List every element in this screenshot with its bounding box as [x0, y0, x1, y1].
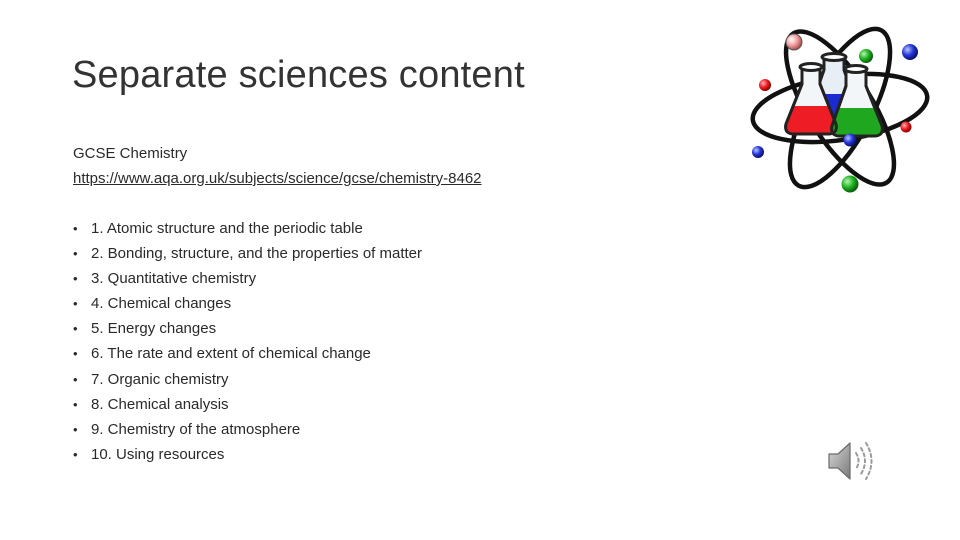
bullet-icon: •	[73, 446, 78, 462]
list-item	[73, 421, 422, 446]
bullet-icon: •	[73, 296, 78, 312]
slide-title: Separate sciences content	[72, 54, 525, 96]
topic-label: 7. Organic chemistry	[91, 370, 229, 388]
bullet-icon: •	[73, 246, 78, 262]
topic-label: 3. Quantitative chemistry	[91, 270, 257, 288]
bullet-icon: •	[73, 321, 78, 337]
course-name: GCSE Chemistry	[73, 145, 188, 162]
topic-label: 6. The rate and extent of chemical change	[91, 345, 371, 363]
list-item	[73, 396, 422, 421]
list-item	[73, 320, 422, 345]
specification-link[interactable]: https://www.aqa.org.uk/subjects/science/gcse/chemistry-8462	[73, 170, 482, 187]
bullet-icon: •	[73, 271, 78, 287]
list-item	[73, 220, 422, 245]
bullet-icon: •	[73, 371, 78, 387]
topic-label: 10. Using resources	[91, 445, 225, 463]
topic-label: 4. Chemical changes	[91, 295, 232, 313]
bullet-icon: •	[73, 346, 78, 362]
list-item	[73, 245, 422, 270]
topic-label: 2. Bonding, structure, and the properties of matter	[91, 245, 423, 263]
list-item	[73, 345, 422, 370]
bullet-icon: •	[73, 421, 78, 437]
list-item	[73, 295, 422, 320]
chemistry-atom-flasks-icon	[748, 8, 930, 200]
topic-list	[73, 220, 422, 471]
topic-label: 1. Atomic structure and the periodic table	[91, 220, 363, 237]
list-item	[73, 270, 422, 295]
list-item	[73, 371, 422, 396]
bullet-icon: •	[73, 221, 78, 236]
list-item	[73, 446, 422, 471]
topic-label: 9. Chemistry of the atmosphere	[91, 420, 301, 438]
speaker-audio-icon[interactable]	[826, 438, 874, 484]
topic-label: 5. Energy changes	[91, 320, 217, 338]
bullet-icon: •	[73, 396, 78, 412]
topic-label: 8. Chemical analysis	[91, 395, 229, 413]
